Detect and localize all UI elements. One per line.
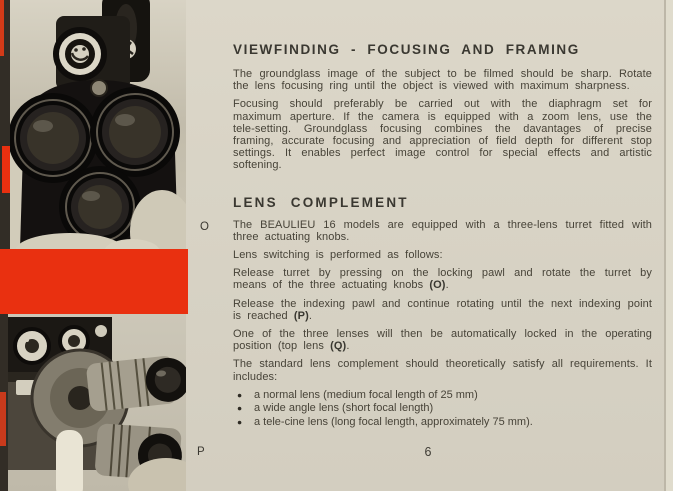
section-lens-complement — [233, 195, 652, 428]
bullet-item — [233, 389, 652, 401]
text-column — [233, 42, 652, 429]
section-paragraphs — [233, 219, 652, 383]
section-viewfinding — [233, 42, 652, 172]
paragraph: The BEAULIEU 16 models are equipped with a three-lens turret fitted with three actuating knobs. — [233, 218, 652, 243]
counter-dial — [53, 27, 107, 81]
bullet-icon: ● — [237, 403, 243, 414]
lens-bullet-list — [233, 389, 652, 428]
figure-callout: (P) — [293, 309, 309, 322]
bullet-text: a wide angle lens (short focal length) — [254, 402, 434, 415]
paragraph: The standard lens complement should theoretically satisfy all requirements. It includes: — [233, 358, 652, 383]
camera-side-illustration — [8, 314, 186, 491]
locking-pawl-highlight — [56, 430, 83, 491]
figure-callout: (Q) — [330, 340, 347, 353]
gutter-red-segment — [0, 0, 4, 56]
margin-label-p: P — [197, 446, 205, 458]
paragraph: Release turret by pressing on the locking pawl and rotate the turret by means of the three actuating knobs (O). — [233, 267, 652, 292]
gutter-red-segment — [2, 146, 10, 193]
paragraph: Release the indexing pawl and continue rotating until the next indexing point is reached (P). — [233, 297, 652, 322]
gutter-red-segment — [0, 392, 6, 446]
section-heading: VIEWFINDING - FOCUSING AND FRAMING — [233, 42, 580, 57]
paragraph: The groundglass image of the subject to be filmed should be sharp. Rotate the lens focusing ring until the object is viewed with maximum sharpness. — [233, 68, 652, 93]
margin-label-o: O — [200, 221, 209, 233]
figure-callout: (O) — [429, 279, 446, 292]
page-number: 6 — [424, 445, 432, 459]
page-edge-highlight — [666, 0, 673, 491]
bullet-item — [233, 416, 652, 428]
bullet-item — [233, 402, 652, 414]
bullet-text: a tele-cine lens (long focal length, approximately 75 mm). — [254, 415, 533, 428]
camera-front-turret-photo — [10, 0, 186, 249]
paragraph: One of the three lenses will then be automatically locked in the operating position (top lens (Q). — [233, 328, 652, 353]
paragraph: Focusing should preferably be carried out with the diaphragm set for maximum aperture. If the camera is equipped with a zoom lens, use the tele-setting. Groundglass focusing combines the davantages of precise framing, accurate focusing and appreciation of field depth for different stop settings. It enables perfect image control for special effects and artistic softening. — [233, 98, 652, 172]
red-divider-band — [3, 249, 188, 314]
turret-knob — [91, 80, 107, 96]
bullet-text: a normal lens (medium focal length of 25 mm) — [254, 388, 478, 401]
section-paragraphs — [233, 68, 652, 172]
bullet-icon: ● — [237, 416, 243, 427]
camera-side-turret-photo — [8, 314, 186, 491]
paragraph: Lens switching is performed as follows: — [233, 249, 443, 262]
section-heading: LENS COMPLEMENT — [233, 194, 409, 210]
camera-front-illustration — [10, 0, 186, 249]
bullet-icon: ● — [237, 389, 243, 400]
